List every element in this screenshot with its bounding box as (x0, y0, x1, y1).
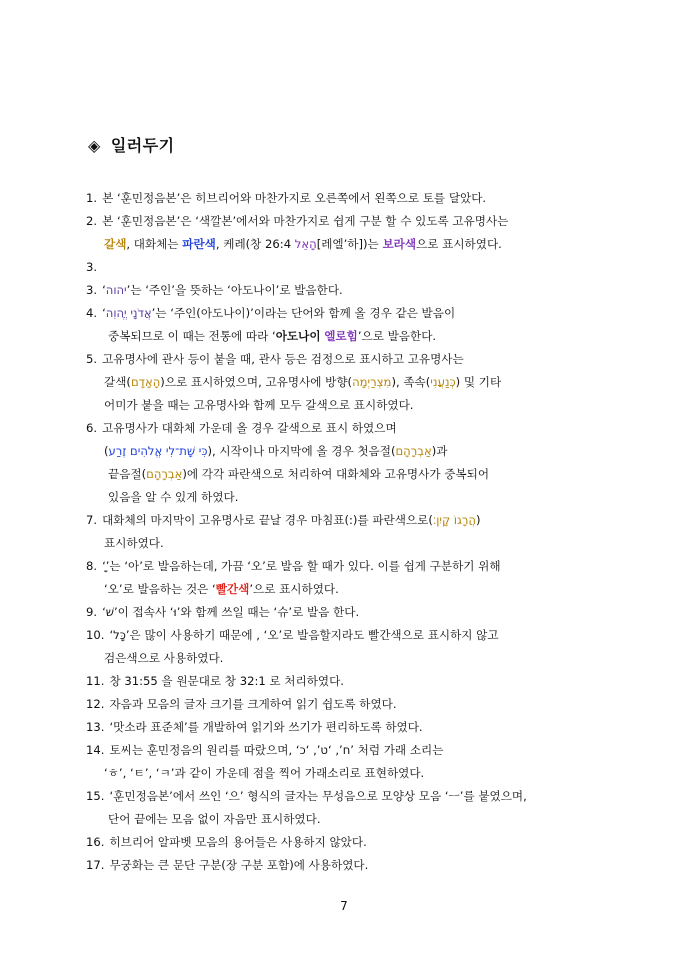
note-number: 12. (86, 697, 105, 711)
bold-term: 아도나이 (275, 329, 321, 343)
hebrew-phrase: כִּי שָׁת־לִי אֱלֹהִים זֶרַע (108, 444, 208, 458)
note-text: 단어 끝에는 모음 없이 자음만 표시하였다. (108, 812, 321, 826)
note-text: 있음을 알 수 있게 하였다. (108, 490, 239, 504)
note-item-2 (86, 213, 508, 229)
note-item-17 (86, 857, 368, 873)
note-text: ‘שׁ’이 접속사 ‘וּ’와 함께 쓰일 때는 ‘슈’로 발음 한다. (102, 605, 360, 619)
note-number: 5. (86, 352, 98, 366)
note-text: , 대화체는 (126, 237, 183, 251)
note-number: 14. (86, 743, 105, 757)
note-item-4 (86, 305, 455, 321)
note-text: 대화체의 마지막이 고유명사로 끝날 경우 마침표(:)를 파란색으로( (102, 513, 433, 527)
note-text: 으로 표시하였다. (416, 237, 502, 251)
note-text: 히브리어 알파벳 모음의 용어들은 사용하지 않았다. (109, 835, 367, 849)
note-number: 3. (86, 283, 98, 297)
hebrew-word: אֲדֹנָי יֱהוִה (105, 306, 152, 320)
section-title-text: 일러두기 (110, 136, 175, 155)
note-text: ’으로 발음한다. (357, 329, 437, 343)
hebrew-word: הָאָדָם (130, 375, 161, 389)
note-number: 10. (86, 628, 105, 642)
blue-label: 파란색 (182, 237, 216, 251)
note-item-5 (86, 351, 464, 367)
note-number: 17. (86, 858, 105, 872)
note-number: 2. (86, 214, 98, 228)
note-number: 1. (86, 191, 98, 205)
note-text: ‘ָ’는 ‘아’로 발음하는데, 가끔 ‘오’로 발음 할 때가 있다. 이를 쉽게 구분하기 위해 (102, 559, 501, 573)
note-text: ) 및 기타 (455, 375, 502, 389)
note-text: )과 (431, 444, 448, 458)
note-text: ), 시작이나 마지막에 올 경우 첫음절( (207, 444, 396, 458)
page-number: 7 (340, 899, 348, 913)
note-text: ) (475, 513, 481, 527)
note-item-16 (86, 834, 367, 850)
note-text: ), 족속( (391, 375, 431, 389)
note-number: 3. (86, 260, 98, 274)
note-text: 검은색으로 사용하였다. (104, 651, 224, 665)
note-text: ‘맛소라 표준체’를 개발하여 읽기와 쓰기가 편리하도록 하였다. (109, 720, 423, 734)
note-text: )으로 표시하였으며, 고유명사에 방향( (160, 375, 353, 389)
note-item-15 (86, 788, 527, 804)
note-number: 15. (86, 789, 105, 803)
note-number: 16. (86, 835, 105, 849)
hebrew-word: כְּנַעֲנִי (430, 375, 456, 389)
diamond-icon: ◈ (88, 136, 101, 155)
note-text: 고유명사가 대화체 가운데 올 경우 갈색으로 표시 하였으며 (102, 421, 397, 435)
note-item-13 (86, 719, 423, 735)
note-item-5-cont2 (104, 397, 413, 413)
note-item-1 (86, 190, 486, 206)
note-item-10 (86, 627, 499, 643)
note-item-7 (86, 512, 481, 528)
note-item-9 (86, 604, 359, 620)
note-item-14-cont (104, 765, 424, 781)
note-text: ‘ (102, 306, 106, 320)
brown-label: 갈색 (104, 237, 127, 251)
note-number: 13. (86, 720, 105, 734)
note-text: [레엘’하])는 (316, 237, 383, 251)
hebrew-word: הָאֵל (294, 237, 317, 251)
note-text: 본 ‘훈민정음본’은 히브리어와 마찬가지로 오른쪽에서 왼쪽으로 토를 달았다. (102, 191, 487, 205)
note-text: 무궁화는 큰 문단 구분(장 구분 포함)에 사용하였다. (109, 858, 369, 872)
note-item-6 (86, 420, 397, 436)
purple-term: 엘로힘 (324, 329, 358, 343)
hebrew-word: אַבְרָהָם (146, 467, 183, 481)
note-text: ’는 ‘주인(아도나이)’이라는 단어와 함께 올 경우 같은 발음이 (151, 306, 456, 320)
note-text: ‘훈민정음본’에서 쓰인 ‘으’ 형식의 글자는 무성음으로 모양상 모음 ‘ㅡ’를 붙였으며, (109, 789, 527, 803)
note-text: ( (104, 444, 109, 458)
hebrew-word: אַבְרָהָם (395, 444, 432, 458)
note-item-11 (86, 673, 344, 689)
note-text: 어미가 붙을 때는 고유명사와 함께 모두 갈색으로 표시하였다. (104, 398, 414, 412)
note-text: 중복되므로 이 때는 전통에 따라 ‘ (108, 329, 276, 343)
note-item-8-cont (104, 581, 339, 597)
note-text: 본 ‘훈민정음본’은 ‘색깔본’에서와 마찬가지로 쉽게 구분 할 수 있도록 고유명사는 (102, 214, 509, 228)
note-number: 6. (86, 421, 98, 435)
note-number: 9. (86, 605, 98, 619)
note-item-8 (86, 558, 501, 574)
note-text: 갈색( (104, 375, 131, 389)
note-item-12 (86, 696, 397, 712)
note-text: 표시하였다. (104, 536, 164, 550)
note-text: 고유명사에 관사 등이 붙을 때, 관사 등은 검정으로 표시하고 고유명사는 (102, 352, 464, 366)
note-item-3 (86, 282, 343, 298)
note-item-6-cont2 (108, 466, 489, 482)
note-item-4-cont (108, 328, 436, 344)
note-text: ‘כָּל’은 많이 사용하기 때문에 , ‘오’로 발음할지라도 빨간색으로 표시하지 않고 (109, 628, 499, 642)
note-text: ’으로 표시하였다. (249, 582, 339, 596)
hebrew-word: מִצְרַיְמָה (352, 375, 392, 389)
note-text: 창 31:55 을 원문대로 창 32:1 로 처리하였다. (109, 674, 344, 688)
section-title (88, 133, 175, 156)
note-text: 끝음절( (108, 467, 147, 481)
note-item-10-cont (104, 650, 223, 666)
note-text: ‘오’로 발음하는 것은 ‘ (104, 582, 216, 596)
note-number: 7. (86, 513, 98, 527)
note-number: 8. (86, 559, 98, 573)
note-item-7-cont (104, 535, 164, 551)
note-text: ‘ㅎ’, ‘ㅌ’, ‘ㅋ’과 같이 가운데 점을 찍어 가래소리로 표현하였다. (104, 766, 425, 780)
note-text: ’는 ‘주인’을 뜻하는 ‘아도나이’로 발음한다. (126, 283, 343, 297)
note-item-6-cont (104, 443, 447, 459)
purple-label: 보라색 (382, 237, 417, 251)
red-label: 빨간색 (215, 582, 250, 596)
note-item-3-empty (86, 259, 102, 275)
note-item-5-cont (104, 374, 501, 390)
hebrew-phrase: הֲרָגוֹ קָיִן׃ (432, 513, 476, 527)
note-text: 토씨는 훈민정음의 원리를 따랐으며, ‘ח’, ‘ט’, ‘כ’ 처럼 가래 소리는 (109, 743, 444, 757)
note-item-6-cont3 (108, 489, 238, 505)
note-item-2-cont (104, 236, 502, 252)
note-item-14 (86, 742, 443, 758)
note-text: , 케레(창 26:4 (215, 237, 295, 251)
hebrew-word: יהוה (105, 283, 127, 297)
note-item-15-cont (108, 811, 321, 827)
note-text: ‘ (102, 283, 106, 297)
note-number: 11. (86, 674, 105, 688)
note-number: 4. (86, 306, 98, 320)
note-text: )에 각각 파란색으로 처리하여 대화체와 고유명사가 중복되어 (182, 467, 490, 481)
note-text: 자음과 모음의 글자 크기를 크게하여 읽기 쉽도록 하였다. (109, 697, 397, 711)
